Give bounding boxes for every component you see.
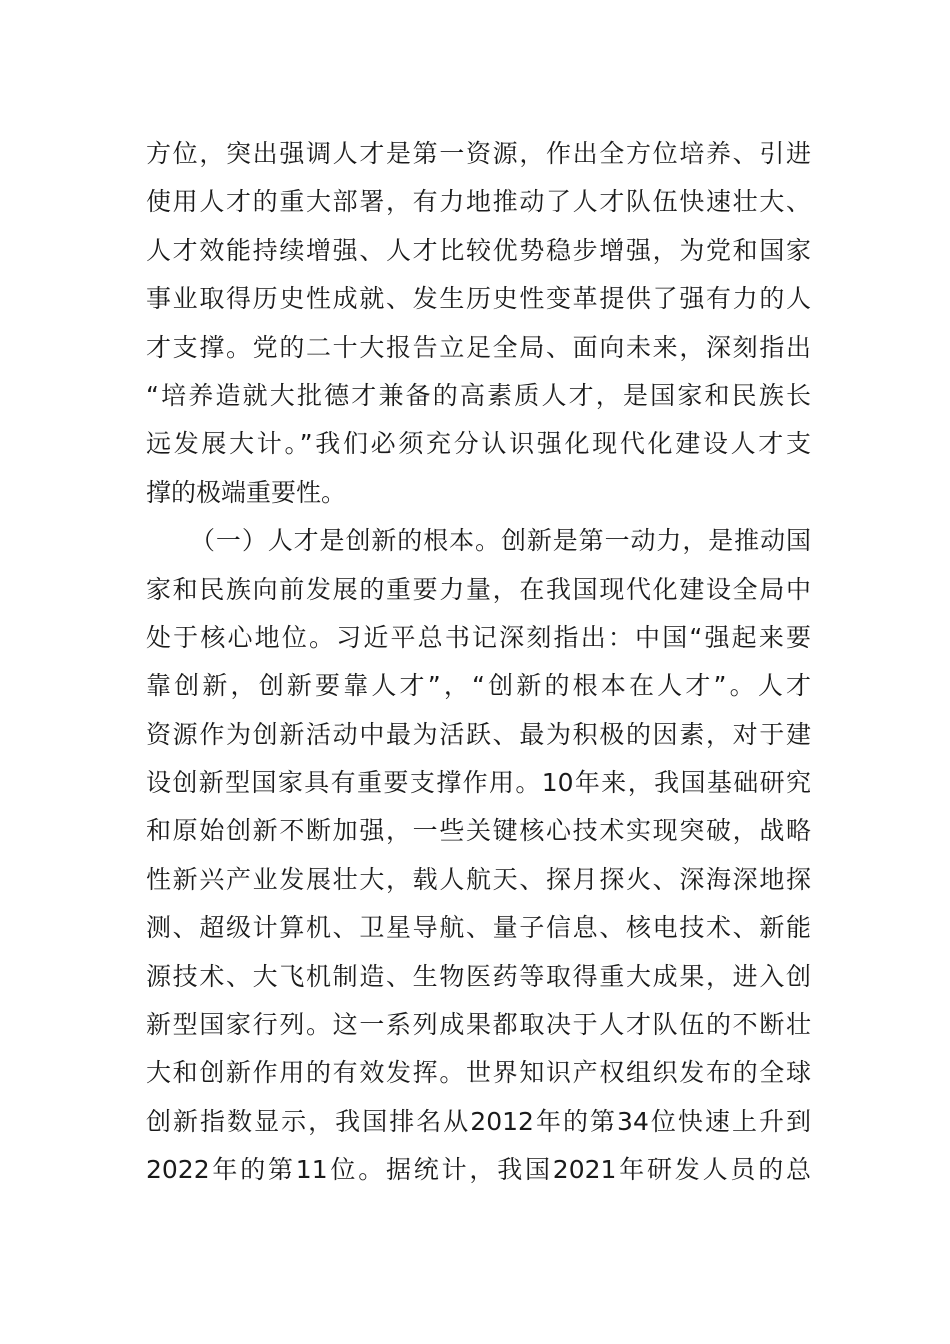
- text-line: “培养造就大批德才兼备的高素质人才，是国家和民族长: [146, 380, 811, 410]
- paragraph-intro: [146, 130, 811, 517]
- text-line: 使用人才的重大部署，有力地推动了人才队伍快速壮大、: [146, 187, 811, 217]
- text-line: 新型国家行列。这一系列成果都取决于人才队伍的不断壮: [146, 1010, 811, 1040]
- text-line: 测、超级计算机、卫星导航、量子信息、核电技术、新能: [146, 913, 811, 943]
- text-line: 事业取得历史性成就、发生历史性变革提供了强有力的人: [146, 284, 811, 314]
- text-line: 家和民族向前发展的重要力量，在我国现代化建设全局中: [146, 574, 811, 604]
- text-line: 创新指数显示，我国排名从2012年的第34位快速上升到: [146, 1106, 811, 1136]
- text-line: 才支撑。党的二十大报告立足全局、面向未来，深刻指出: [146, 332, 811, 362]
- text-line: 性新兴产业发展壮大，载人航天、探月探火、深海深地探: [146, 864, 811, 894]
- text-line: 2022年的第11位。据统计，我国2021年研发人员的总: [146, 1155, 811, 1185]
- text-line: 和原始创新不断加强，一些关键核心技术实现突破，战略: [146, 816, 811, 846]
- text-line: 方位，突出强调人才是第一资源，作出全方位培养、引进: [146, 139, 811, 168]
- text-line: 源技术、大飞机制造、生物医药等取得重大成果，进入创: [146, 961, 811, 991]
- text-line: 靠创新，创新要靠人才”，“创新的根本在人才”。人才: [146, 671, 811, 701]
- paragraph-section-1: [146, 517, 811, 1194]
- text-line: （一）人才是创新的根本。创新是第一动力，是推动国: [190, 526, 811, 556]
- text-line: 远发展大计。”我们必须充分认识强化现代化建设人才支: [146, 429, 811, 459]
- text-line: 大和创新作用的有效发挥。世界知识产权组织发布的全球: [146, 1058, 811, 1088]
- text-line: 资源作为创新活动中最为活跃、最为积极的因素，对于建: [146, 719, 811, 749]
- text-line: 人才效能持续增强、人才比较优势稳步增强，为党和国家: [146, 235, 811, 265]
- text-line: 处于核心地位。习近平总书记深刻指出：中国“强起来要: [146, 622, 811, 652]
- text-line: 设创新型国家具有重要支撑作用。10年来，我国基础研究: [146, 768, 811, 798]
- text-line: 撑的极端重要性。: [146, 477, 347, 507]
- body-text: [146, 130, 811, 1195]
